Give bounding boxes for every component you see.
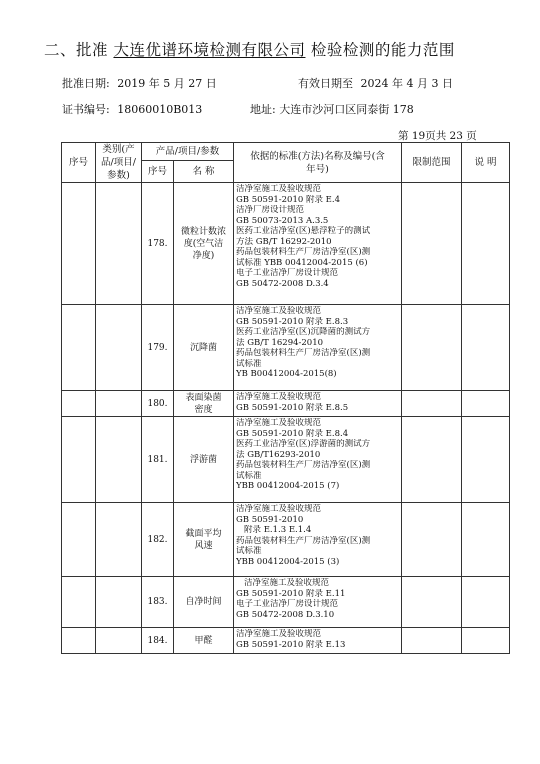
cell-category [96, 305, 142, 391]
item-number: 181. [142, 417, 174, 503]
certificate-number [62, 101, 202, 117]
cell-note [462, 628, 510, 654]
standard-line: 附录 E.1.3 E.1.4 [244, 525, 312, 535]
cell-category [96, 503, 142, 577]
cell-serial [62, 183, 96, 305]
standard-cell [234, 417, 402, 503]
table-row [62, 417, 510, 503]
standard-line: GB 50591-2010 附录 E.11 [236, 588, 346, 599]
item-name: 自净时间 [174, 577, 234, 628]
page-title [44, 38, 455, 60]
standard-line: 试标准 [236, 358, 262, 369]
cell-serial [62, 577, 96, 628]
capability-table [61, 142, 510, 654]
standard-line: GB 50591-2010 附录 E.13 [236, 639, 346, 650]
cell-limit [402, 577, 462, 628]
item-name: 沉降菌 [174, 305, 234, 391]
standard-line: GB 50591-2010 附录 E.4 [236, 194, 341, 205]
cell-category [96, 183, 142, 305]
standard-line: YBB 00412004-2015 (3) [236, 556, 340, 567]
item-name: 表面染菌密度 [174, 391, 234, 417]
cell-note [462, 305, 510, 391]
standard-line: 洁净室施工及验收规范 [236, 392, 322, 402]
standard-cell [234, 391, 402, 417]
cell-note [462, 577, 510, 628]
standard-line: GB 50591-2010 附录 E.8.3 [236, 316, 349, 327]
standard-line: GB 50073-2013 A.3.5 [236, 215, 329, 226]
table-row [62, 183, 510, 305]
cell-note [462, 391, 510, 417]
standard-line: 洁净室施工及验收规范 [236, 418, 322, 428]
standard-line: GB 50591-2010 附录 E.8.4 [236, 428, 349, 439]
standard-cell [234, 628, 402, 654]
cell-category [96, 391, 142, 417]
standard-line: 试标准 [236, 470, 262, 481]
item-number: 180. [142, 391, 174, 417]
cell-limit [402, 417, 462, 503]
standard-line: 洁净室施工及验收规范 [244, 578, 330, 588]
cell-category [96, 628, 142, 654]
cell-note [462, 417, 510, 503]
item-name: 甲醛 [174, 628, 234, 654]
standard-line: 洁净室施工及验收规范 [236, 184, 322, 194]
header-note: 说 明 [462, 143, 510, 183]
cell-note [462, 183, 510, 305]
standard-line: 医药工业洁净室(区)悬浮粒子的测试 [236, 226, 371, 236]
header-standard: 依据的标准(方法)名称及编号(含年号) [234, 143, 402, 183]
standard-cell [234, 305, 402, 391]
standard-line: 洁净室施工及验收规范 [236, 629, 322, 639]
header-serial: 序号 [62, 143, 96, 183]
table-row [62, 628, 510, 654]
table-row [62, 577, 510, 628]
standard-line: 法 GB/T 16294-2010 [236, 337, 324, 348]
standard-line: 试标准 YBB 00412004-2015 (6) [236, 257, 368, 268]
item-number: 183. [142, 577, 174, 628]
valid-until [298, 75, 453, 91]
standard-line: YB B00412004-2015(8) [236, 369, 337, 379]
valid-until-label: 有效日期至 [298, 77, 353, 90]
header-limit: 限制范围 [402, 143, 462, 183]
title-suffix: 检验检测的能力范围 [310, 41, 455, 59]
table-row [62, 503, 510, 577]
standard-line: 医药工业洁净室(区)浮游菌的测试方 [236, 439, 371, 449]
cert-no-label: 证书编号: [62, 103, 110, 116]
address-value: 大连市沙河口区同泰街 178 [279, 103, 414, 116]
header-category: 类别(产品/项目/参数) [96, 143, 142, 183]
header-item-name: 名 称 [174, 161, 234, 183]
cell-serial [62, 503, 96, 577]
header-product-group: 产品/项目/参数 [142, 143, 234, 161]
standard-line: 法 GB/T16293-2010 [236, 449, 321, 460]
standard-line: 洁净室施工及验收规范 [236, 306, 322, 316]
approval-date-value: 2019 年 5 月 27 日 [117, 77, 217, 90]
valid-until-value: 2024 年 4 月 3 日 [360, 77, 453, 90]
table-row [62, 391, 510, 417]
cell-serial [62, 417, 96, 503]
item-name: 微粒计数浓度(空气洁净度) [174, 183, 234, 305]
item-name: 浮游菌 [174, 417, 234, 503]
standard-line: GB 50591-2010 附录 E.8.5 [236, 402, 349, 413]
cell-limit [402, 628, 462, 654]
item-number: 179. [142, 305, 174, 391]
item-name: 截面平均风速 [174, 503, 234, 577]
item-number: 182. [142, 503, 174, 577]
cell-serial [62, 628, 96, 654]
cert-no-value: 18060010B013 [117, 103, 203, 116]
standard-line: YBB 00412004-2015 (7) [236, 481, 340, 491]
standard-line: GB 50472-2008 D.3.10 [236, 609, 335, 620]
item-number: 184. [142, 628, 174, 654]
standard-line: 洁净厂房设计规范 [236, 205, 305, 215]
standard-cell [234, 577, 402, 628]
standard-line: 药品包装材料生产厂房洁净室(区)测 [236, 535, 371, 546]
cell-limit [402, 305, 462, 391]
cell-serial [62, 305, 96, 391]
cell-note [462, 503, 510, 577]
standard-line: 试标准 [236, 546, 262, 556]
approval-date [62, 75, 217, 91]
standard-line: 电子工业洁净厂房设计规范 [236, 268, 339, 278]
table-row [62, 305, 510, 391]
title-organization: 大连优谱环境检测有限公司 [113, 41, 306, 59]
cell-limit [402, 391, 462, 417]
standard-cell [234, 183, 402, 305]
cell-limit [402, 503, 462, 577]
standard-line: GB 50591-2010 [236, 514, 304, 525]
cell-serial [62, 391, 96, 417]
address-label: 地址: [250, 103, 276, 116]
cell-category [96, 577, 142, 628]
standard-line: 医药工业洁净室(区)沉降菌的测试方 [236, 327, 371, 337]
cell-limit [402, 183, 462, 305]
cell-category [96, 417, 142, 503]
header-item-no: 序号 [142, 161, 174, 183]
standard-line: 洁净室施工及验收规范 [236, 504, 322, 514]
approval-date-label: 批准日期: [62, 77, 110, 90]
standard-line: GB 50472-2008 D.3.4 [236, 278, 329, 289]
address [250, 101, 414, 117]
standard-line: 药品包装材料生产厂房洁净室(区)测 [236, 247, 371, 257]
standard-line: 方法 GB/T 16292-2010 [236, 236, 332, 247]
standard-cell [234, 503, 402, 577]
page-indicator: 第 19页共 23 页 [398, 130, 477, 142]
title-prefix: 二、批准 [44, 41, 109, 59]
standard-line: 药品包装材料生产厂房洁净室(区)测 [236, 460, 371, 470]
standard-line: 药品包装材料生产厂房洁净室(区)测 [236, 348, 371, 358]
standard-line: 电子工业洁净厂房设计规范 [236, 599, 339, 609]
item-number: 178. [142, 183, 174, 305]
